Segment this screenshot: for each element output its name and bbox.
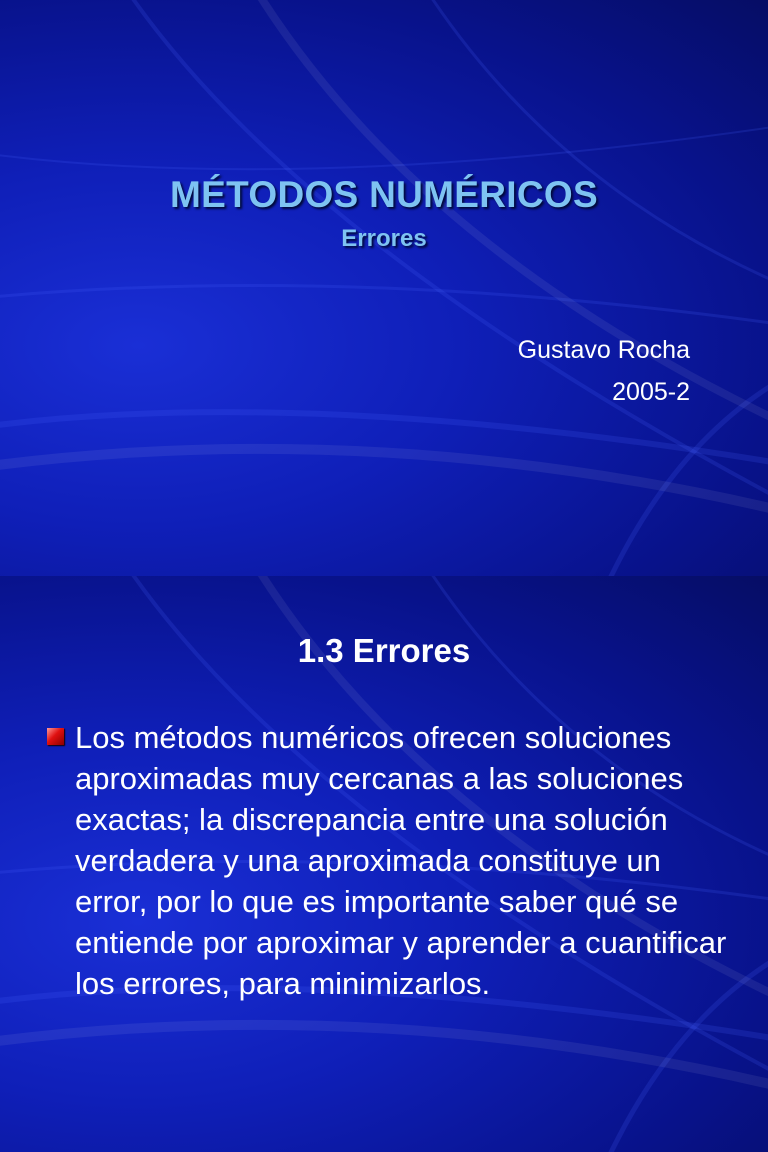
bullet-text: Los métodos numéricos ofrecen soluciones aproximadas muy cercanas a las soluciones exactas; la discrepancia entre una solución verdadera y una aproximada constituye un error, por lo que es importante saber qué se entiende por aproximar y aprender a cuantificar los errores, para minimizarlos.: [75, 720, 727, 1001]
square-bullet-icon: [47, 728, 64, 745]
bullet-list: [44, 717, 734, 1004]
academic-term: 2005-2: [612, 378, 690, 406]
section-heading: 1.3 Errores: [297, 632, 471, 669]
presentation-title: MÉTODOS NUMÉRICOS: [170, 174, 598, 215]
author-name: Gustavo Rocha: [517, 336, 690, 364]
content-slide: [0, 576, 768, 1152]
presentation-subtitle: Errores: [341, 225, 427, 252]
